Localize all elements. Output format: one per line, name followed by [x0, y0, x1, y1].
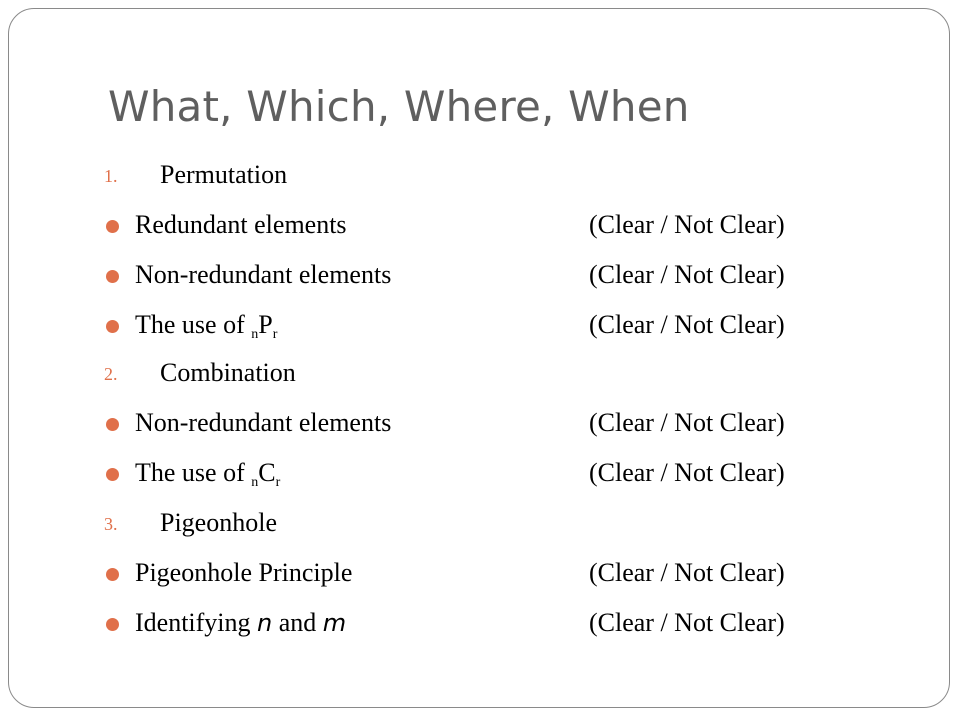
section-heading-text: Permutation	[160, 160, 288, 189]
list-item	[104, 604, 864, 648]
bullet-icon	[106, 320, 119, 333]
item-text: Non-redundant elements	[135, 260, 392, 289]
item-text	[135, 310, 277, 343]
section-heading-pigeonhole	[104, 504, 864, 548]
item-status: (Clear / Not Clear)	[589, 210, 785, 239]
item-status: (Clear / Not Clear)	[589, 408, 785, 437]
item-text: Redundant elements	[135, 210, 347, 239]
list-item	[104, 256, 864, 300]
list-item	[104, 306, 864, 350]
slide-title: What, Which, Where, When	[108, 82, 690, 131]
list-item	[104, 404, 864, 448]
item-text-part: and	[272, 608, 323, 637]
bullet-icon	[106, 618, 119, 631]
item-text	[135, 608, 346, 638]
list-item	[104, 454, 864, 498]
bullet-icon	[106, 468, 119, 481]
item-text-prefix: The use of	[135, 310, 252, 339]
variable-n: n	[257, 609, 273, 637]
section-heading-text: Combination	[160, 358, 296, 387]
item-text: Pigeonhole Principle	[135, 558, 353, 587]
section-heading-text: Pigeonhole	[160, 508, 277, 537]
item-status: (Clear / Not Clear)	[589, 458, 785, 487]
bullet-icon	[106, 270, 119, 283]
section-number: 2.	[104, 364, 118, 384]
pre-subscript: n	[251, 475, 259, 490]
pre-subscript: n	[251, 327, 259, 342]
section-heading-combination	[104, 354, 864, 398]
item-text-part: Identifying	[135, 608, 258, 637]
post-subscript: r	[275, 475, 281, 490]
section-heading-permutation	[104, 156, 864, 200]
list-item	[104, 554, 864, 598]
list-item	[104, 206, 864, 250]
section-number: 3.	[104, 514, 118, 534]
item-status: (Clear / Not Clear)	[589, 310, 785, 339]
section-number: 1.	[104, 166, 118, 186]
bullet-icon	[106, 220, 119, 233]
variable-m: m	[322, 609, 347, 637]
item-status: (Clear / Not Clear)	[589, 558, 785, 587]
bullet-icon	[106, 568, 119, 581]
item-status: (Clear / Not Clear)	[589, 260, 785, 289]
item-text	[135, 458, 280, 491]
combination-symbol: C	[258, 458, 276, 487]
permutation-symbol: P	[258, 310, 273, 339]
item-text: Non-redundant elements	[135, 408, 392, 437]
post-subscript: r	[272, 327, 278, 342]
bullet-icon	[106, 418, 119, 431]
item-status: (Clear / Not Clear)	[589, 608, 785, 637]
item-text-prefix: The use of	[135, 458, 252, 487]
